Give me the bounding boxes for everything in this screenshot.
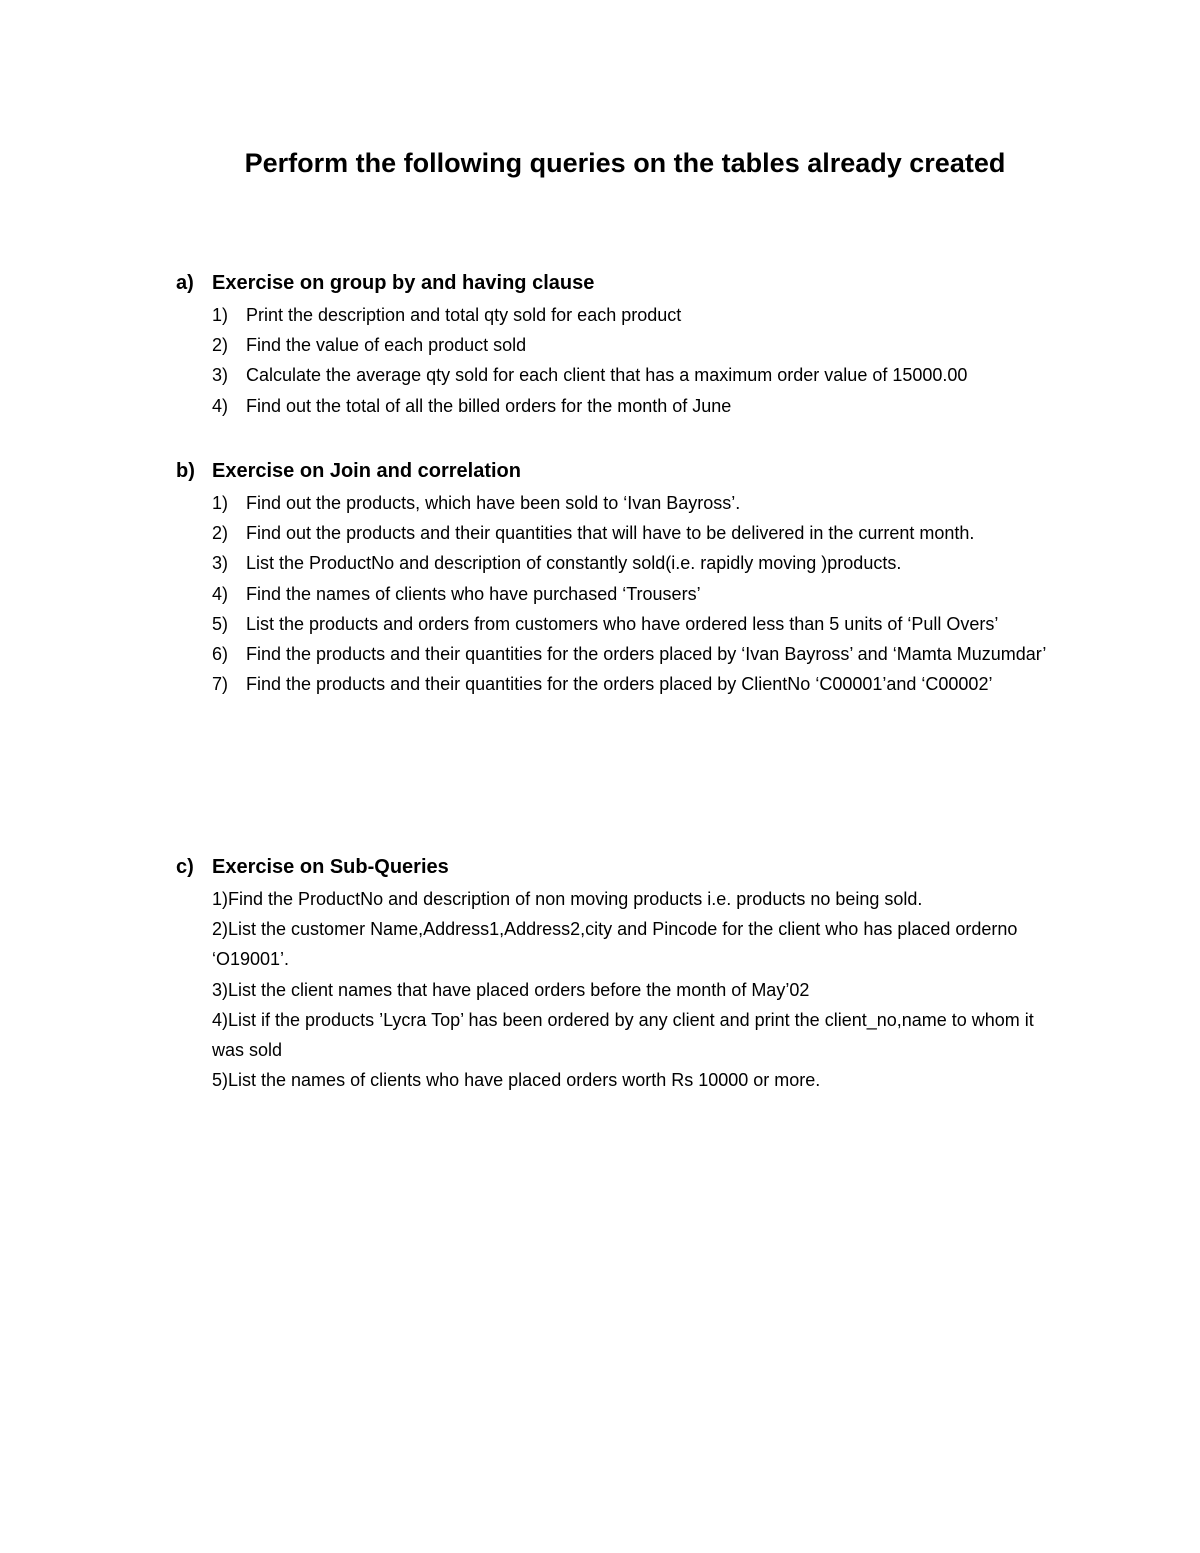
list-item [212, 609, 1056, 639]
list-item [212, 518, 1056, 548]
item-text: Find the products and their quantities for the orders placed by ‘Ivan Bayross’ and ‘Mamta Muzumdar’ [246, 644, 1047, 665]
list-item [212, 488, 1056, 518]
section-title: Exercise on Sub-Queries [212, 856, 449, 878]
item-text: Print the description and total qty sold for each product [246, 305, 682, 325]
item-text: Calculate the average qty sold for each client that has a maximum order value of 15000.00 [246, 365, 968, 386]
list-item [212, 579, 1056, 609]
item-text: Find the names of clients who have purchased ‘Trousers’ [246, 583, 701, 604]
list-item: 2)List the customer Name,Address1,Address2,city and Pincode for the client who has placed orderno ‘O19001’. [212, 919, 1018, 970]
list-item: 5)List the names of clients who have placed orders worth Rs 10000 or more. [212, 1070, 821, 1091]
page-title: Perform the following queries on the tables already created [244, 148, 1006, 178]
item-text: Find the products and their quantities for the orders placed by ClientNo ‘C00001’and ‘C00002’ [246, 674, 993, 695]
item-number: 2) [212, 335, 229, 356]
item-number: 1) [212, 305, 229, 325]
item-text: Find out the products and their quantities that will have to be delivered in the current month. [246, 523, 975, 544]
exercise-list [176, 488, 1056, 699]
section-letter: c) [176, 856, 194, 878]
list-item: 3)List the client names that have placed orders before the month of May’02 [212, 979, 810, 1000]
list-item [212, 300, 1056, 330]
list-item [212, 330, 1056, 360]
item-number: 7) [212, 674, 229, 695]
item-text: List the products and orders from customers who have ordered less than 5 units of ‘Pull Overs’ [246, 613, 999, 634]
item-number: 3) [212, 365, 229, 386]
item-text: Find out the total of all the billed orders for the month of June [246, 395, 732, 416]
section-title: Exercise on group by and having clause [212, 272, 595, 294]
list-item [212, 391, 1056, 421]
item-text: Find the value of each product sold [246, 335, 527, 356]
item-number: 3) [212, 553, 229, 574]
section-letter: a) [176, 272, 194, 294]
item-number: 2) [212, 523, 229, 544]
item-number: 1) [212, 493, 229, 513]
exercise-list [176, 300, 1056, 421]
list-item: 1)Find the ProductNo and description of non moving products i.e. products no being sold. [212, 889, 923, 909]
list-item [212, 548, 1056, 578]
list-item: 4)List if the products ’Lycra Top’ has been ordered by any client and print the client_no,name to whom it was sold [212, 1009, 1034, 1061]
item-text: List the ProductNo and description of constantly sold(i.e. rapidly moving )products. [246, 553, 902, 574]
section-group-by [176, 268, 1056, 421]
section-heading [176, 456, 1056, 486]
section-subqueries [176, 852, 1056, 1095]
section-letter: b) [176, 460, 195, 482]
item-number: 4) [212, 395, 229, 416]
section-heading [176, 852, 1056, 882]
item-number: 6) [212, 644, 229, 665]
list-item [212, 360, 1056, 390]
item-number: 4) [212, 583, 229, 604]
item-text: Find out the products, which have been sold to ‘Ivan Bayross’. [246, 493, 741, 513]
list-item [212, 639, 1056, 669]
item-number: 5) [212, 613, 229, 634]
section-join [176, 456, 1056, 699]
list-item [212, 669, 1056, 699]
section-title: Exercise on Join and correlation [212, 460, 521, 482]
section-heading [176, 268, 1056, 298]
exercise-list [176, 884, 1056, 1095]
